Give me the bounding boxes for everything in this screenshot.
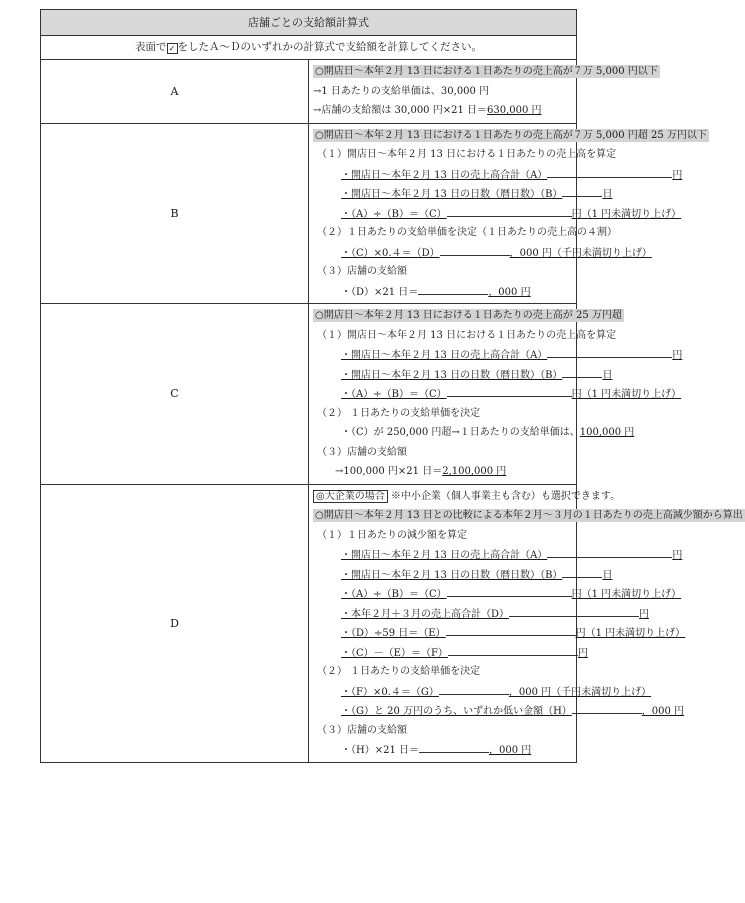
section-d-e-unit: 円（1 円未満切り上げ） (575, 628, 686, 639)
section-d-d-unit: 円 (639, 608, 650, 620)
section-c-step1: （１）開店日～本年２月 13 日における１日あたりの売上高を算定 (317, 329, 617, 341)
section-d-e-label: ・（D）÷59 日＝（E） (341, 628, 446, 639)
section-b-heading: ○開店日～本年２月 13 日における１日あたりの売上高が７万 5,000 円超 25 万円以下 (315, 129, 707, 141)
section-b-c-unit: 円（1 円未満切り上げ） (571, 208, 682, 220)
section-d-b-unit: 日 (602, 569, 613, 581)
section-b-a-unit: 円 (672, 169, 683, 181)
table-title: 店舗ごとの支給額計算式 (41, 10, 577, 36)
section-d-heading: ○開店日～本年２月 13 日との比較による本年２月～３月の１日あたりの売上高減少額から算出 (315, 510, 743, 521)
section-b-b-label: ・開店日～本年２月 13 日の日数（暦日数）（B） (341, 189, 563, 200)
section-a-heading: ○開店日～本年２月 13 日における１日あたりの売上高が７万 5,000 円以下 (315, 66, 658, 77)
section-d-content (309, 484, 743, 762)
section-d-f-label: ・（C）－（E）＝（F） (341, 647, 448, 659)
section-a-amount: 630,000 円 (487, 105, 542, 116)
intro-row (41, 36, 577, 60)
calculation-table (40, 9, 743, 763)
section-d-step3: （３）店舗の支給額 (317, 724, 407, 736)
section-c-label: C (41, 304, 309, 485)
section-d-i-label: ・（H）×21 日＝ (341, 745, 420, 756)
section-d-step2: （２） １日あたりの支給単価を決定 (317, 666, 481, 677)
section-d-step1: （１）１日あたりの減少額を算定 (317, 529, 467, 541)
section-c-c-label: ・（A）÷（B）＝（C） (341, 389, 447, 400)
section-c-c-unit: 円（1 円未満切り上げ） (571, 389, 682, 400)
section-d-c-label: ・（A）÷（B）＝（C） (341, 589, 447, 600)
section-c-e-value: 2,100,000 円 (442, 466, 507, 477)
section-c-step2: （２） １日あたりの支給単価を決定 (317, 407, 481, 419)
section-b-step3: （３）店舗の支給額 (317, 266, 407, 277)
section-d-c-unit: 円（1 円未満切り上げ） (571, 589, 682, 600)
section-b-d-label: ・（C）×0.４＝（D） (341, 247, 440, 259)
section-a-line2: →店舗の支給額は 30,000 円×21 日＝ (313, 105, 488, 116)
section-b-e-label: ・（D）×21 日＝ (341, 286, 419, 298)
checkbox-icon: ✓ (167, 43, 178, 54)
section-c-b-unit: 日 (602, 369, 613, 381)
intro-pre: 表面で (135, 41, 167, 53)
section-c-content (309, 304, 683, 485)
section-c-heading: ○開店日～本年２月 13 日における１日あたりの売上高が 25 万円超 (315, 310, 622, 321)
section-c-step3: （３）店舗の支給額 (317, 446, 407, 458)
section-d-h-label: ・（G）と 20 万円のうち、いずれか低い金額（H） (341, 706, 572, 717)
sme-notice: ※中小企業（個人事業主も含む）も選択できます。 (390, 490, 621, 502)
section-b-d-unit: ，000 円（千円未満切り上げ） (509, 247, 652, 259)
section-d-f-unit: 円 (577, 647, 588, 659)
section-d-h-unit: ，000 円 (641, 706, 685, 717)
section-c-d-value: 100,000 円 (579, 427, 635, 438)
section-a-line1: →1 日あたりの支給単価は、30,000 円 (313, 85, 490, 97)
large-company-notice: ◎大企業の場合 (313, 490, 388, 503)
section-b-step1: （１）開店日～本年２月 13 日における１日あたりの売上高を算定 (317, 149, 617, 160)
section-b-step2: （２）１日あたりの支給単価を決定（１日あたりの売上高の４割） (317, 227, 617, 238)
section-d-g-unit: ，000 円（千円未満切り上げ） (508, 686, 652, 698)
section-d-b-label: ・開店日～本年２月 13 日の日数（暦日数）（B） (341, 569, 563, 581)
section-b-a-label: ・開店日～本年２月 13 日の売上高合計（A） (341, 169, 548, 181)
section-b-e-unit: ，000 円 (488, 286, 531, 298)
section-d-d-label: ・本年２月＋３月の売上高合計（D） (341, 608, 510, 620)
section-c-a-label: ・開店日～本年２月 13 日の売上高合計（A） (341, 350, 548, 361)
section-d-a-label: ・開店日～本年２月 13 日の売上高合計（A） (341, 550, 548, 561)
section-d-g-label: ・（F）×0.４＝（G） (341, 686, 439, 698)
section-c-b-label: ・開店日～本年２月 13 日の日数（暦日数）（B） (341, 369, 563, 381)
section-d-a-unit: 円 (672, 550, 683, 561)
section-b-c-label: ・（A）÷（B）＝（C） (341, 208, 447, 220)
section-c-d-label: ・（C）が 250,000 円超→１日あたりの支給単価は、 (341, 427, 580, 438)
section-a-content (309, 60, 658, 124)
section-b-content (309, 123, 707, 304)
section-b-b-unit: 日 (602, 189, 613, 200)
section-a-label: A (41, 60, 309, 124)
section-d-label: D (41, 484, 309, 762)
section-d-i-unit: ，000 円 (489, 745, 532, 756)
section-c-a-unit: 円 (672, 350, 683, 361)
section-b-label: B (41, 123, 309, 304)
intro-post: をしたＡ～Ｄのいずれかの計算式で支給額を計算してください。 (177, 41, 482, 53)
section-c-e-label: →100,000 円×21 日＝ (335, 466, 443, 477)
